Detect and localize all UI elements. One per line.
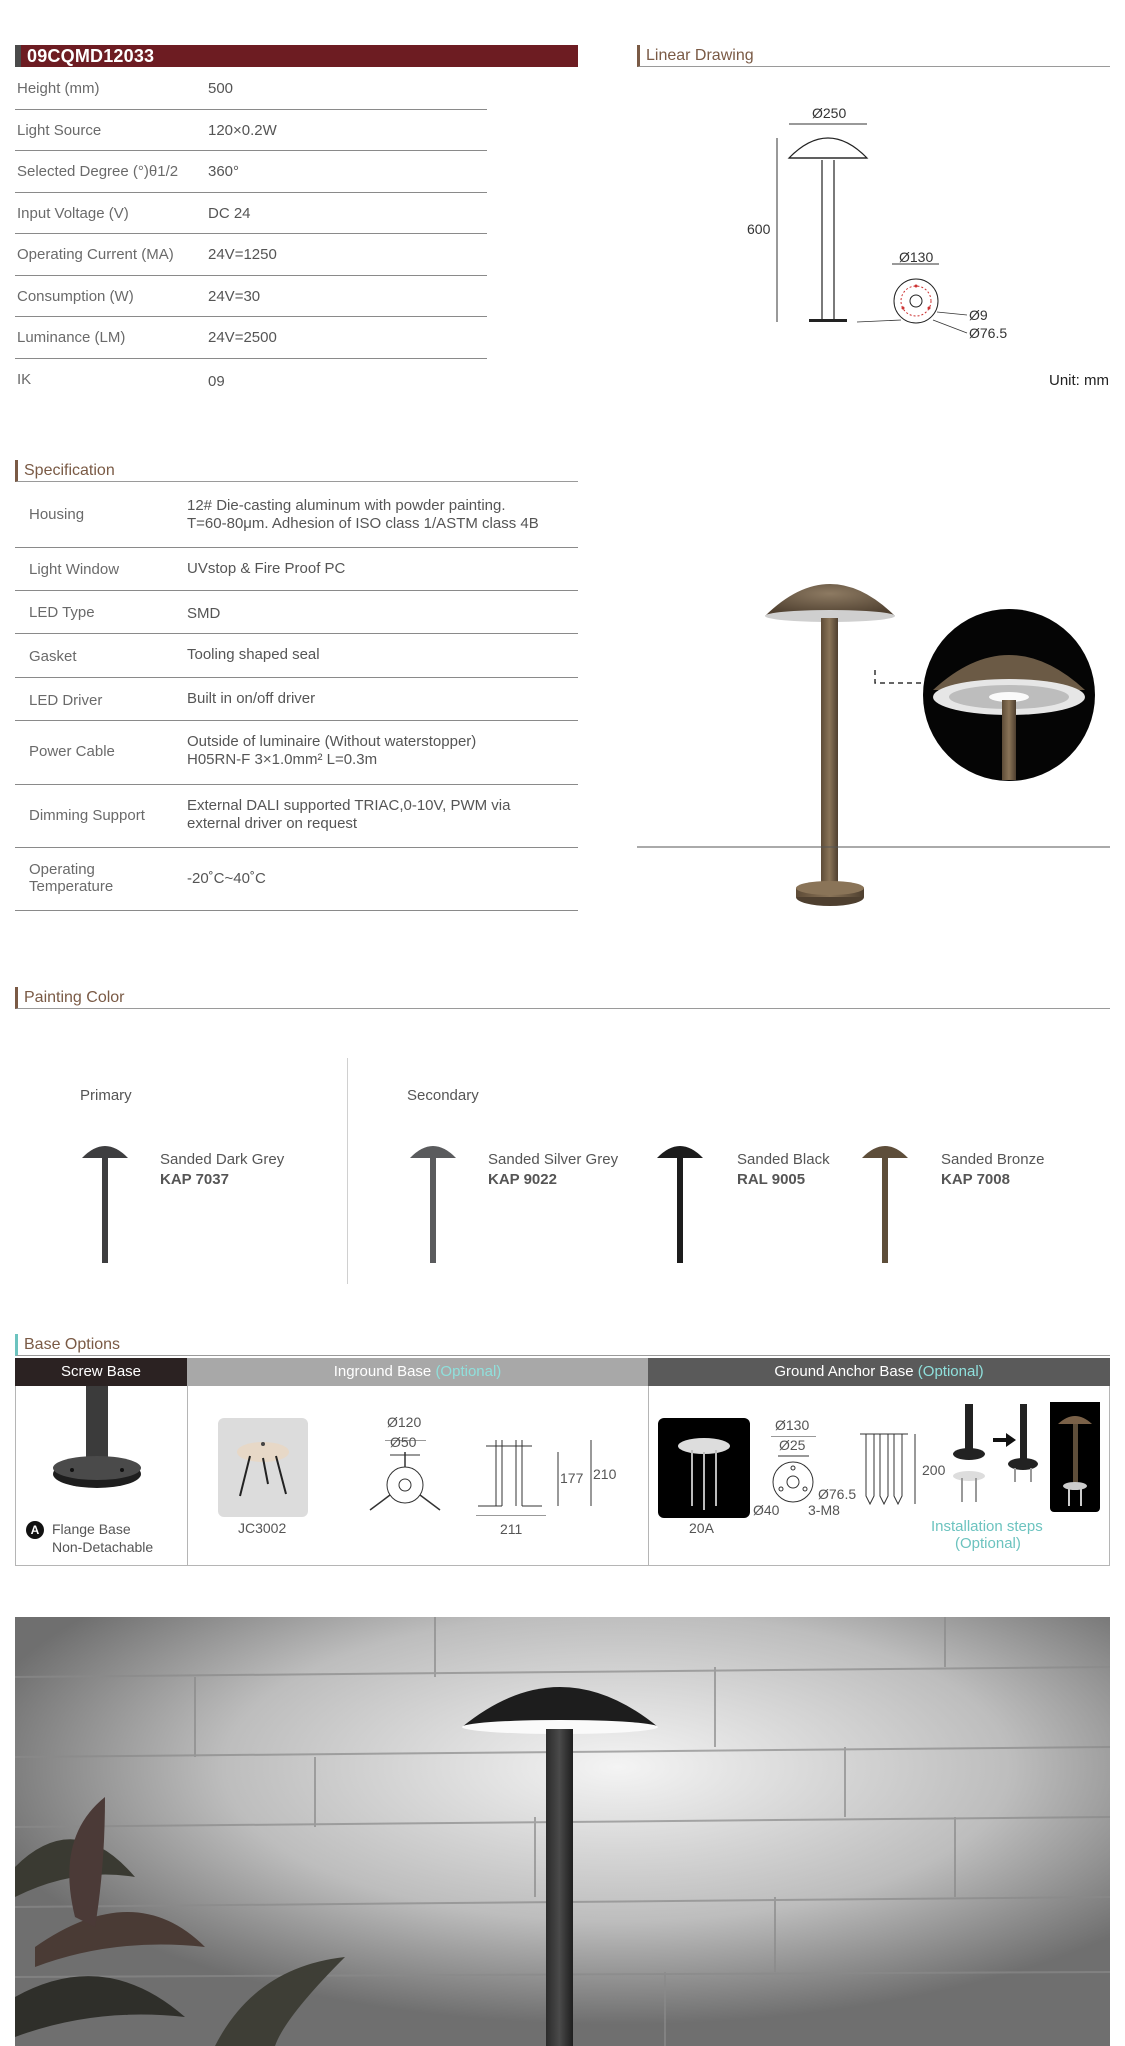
installation-steps-optional: (Optional) — [955, 1535, 1021, 1552]
spec-value: -20˚C~40˚C — [187, 870, 266, 887]
param-key: Light Source — [17, 121, 102, 139]
param-row-height — [15, 68, 487, 110]
param-key: Selected Degree (°)θ1/2 — [17, 163, 179, 180]
primary-label: Primary — [80, 1087, 132, 1104]
param-key: Height (mm) — [17, 80, 100, 97]
spec-row-led-driver — [15, 678, 578, 721]
param-row-ik — [15, 359, 487, 401]
spec-key: Gasket — [29, 648, 77, 665]
dim-50: Ø50 — [390, 1434, 417, 1450]
swatch-black — [655, 1140, 705, 1265]
inground-base-header — [187, 1358, 648, 1386]
spec-value-line2: external driver on request — [187, 815, 358, 832]
color-code: KAP 7008 — [941, 1171, 1010, 1188]
color-code: KAP 9022 — [488, 1171, 557, 1188]
spec-value: Tooling shaped seal — [187, 646, 320, 663]
param-row-light-source — [15, 110, 487, 152]
param-value: 09 — [208, 372, 225, 390]
base-divider — [648, 1386, 649, 1566]
spec-value: 12# Die-casting aluminum with powder painting. — [187, 497, 506, 514]
param-key: Luminance (LM) — [17, 329, 126, 346]
color-label-silver-grey — [488, 1150, 618, 1190]
inground-plan-drawing — [360, 1440, 450, 1520]
dim-200: 200 — [922, 1462, 946, 1478]
param-row-degree — [15, 151, 487, 193]
model-title-bar — [15, 45, 578, 67]
optional-label: (Optional) — [917, 1363, 984, 1380]
dim-250: Ø250 — [812, 105, 847, 121]
spec-value-line2: H05RN-F 3×1.0mm² L=0.3m — [187, 751, 378, 768]
spec-value: Outside of luminaire (Without waterstopper) — [187, 733, 477, 750]
param-value: 120×0.2W — [208, 121, 277, 139]
jc3002-label: JC3002 — [238, 1520, 287, 1536]
spec-row-led-type — [15, 591, 578, 634]
screw-base-label: Screw Base — [60, 1363, 142, 1380]
swatch-bronze — [860, 1140, 910, 1265]
color-name: Sanded Bronze — [941, 1151, 1045, 1168]
param-key: IK — [17, 370, 32, 388]
model-number: 09CQMD12033 — [27, 46, 155, 66]
painting-color-title-text: Painting Color — [24, 989, 125, 1006]
color-name: Sanded Dark Grey — [160, 1151, 285, 1168]
optional-label: (Optional) — [435, 1363, 502, 1380]
jc3002-image — [218, 1418, 308, 1517]
linear-drawing — [637, 100, 1110, 340]
spec-row-housing — [15, 482, 578, 548]
spec-key-line2: Temperature — [29, 878, 114, 895]
color-label-dark-grey — [160, 1150, 284, 1190]
dim-210: 210 — [593, 1466, 617, 1482]
dim-211: 211 — [500, 1521, 523, 1537]
option-a-badge: A — [26, 1521, 44, 1539]
param-key: Consumption (W) — [17, 287, 134, 305]
color-name: Sanded Black — [737, 1151, 830, 1168]
ground-anchor-header — [648, 1358, 1110, 1386]
installation-steps-graphic — [950, 1402, 1100, 1512]
spec-value-line2: T=60-80μm. Adhesion of ISO class 1/ASTM class 4B — [187, 515, 539, 532]
dim-120: Ø120 — [387, 1414, 422, 1430]
spec-value: SMD — [187, 605, 221, 622]
dim-600: 600 — [747, 221, 771, 237]
dim-130: Ø130 — [899, 249, 934, 265]
spec-row-gasket — [15, 634, 578, 678]
dim-3-m8: 3-M8 — [808, 1502, 840, 1518]
param-key: Input Voltage (V) — [17, 204, 129, 222]
painting-color-title — [15, 987, 1110, 1009]
param-row-voltage — [15, 193, 487, 235]
lifestyle-photo — [15, 1617, 1110, 2046]
param-value: 24V=2500 — [208, 329, 277, 346]
color-divider — [347, 1058, 348, 1284]
spec-key: Power Cable — [29, 743, 115, 760]
param-row-consumption — [15, 276, 487, 318]
spec-value: External DALI supported TRIAC,0-10V, PWM via — [187, 797, 511, 814]
param-value: 24V=1250 — [208, 246, 277, 263]
swatch-silver-grey — [408, 1140, 458, 1265]
param-value: DC 24 — [208, 204, 251, 222]
anchor-20a-graphic — [658, 1418, 750, 1518]
dim-40: Ø40 — [753, 1502, 780, 1518]
dim-130-anchor: Ø130 — [775, 1417, 810, 1433]
dim-9: Ø9 — [969, 307, 988, 323]
param-key: Operating Current (MA) — [17, 246, 174, 263]
color-code: RAL 9005 — [737, 1171, 806, 1188]
color-label-black — [737, 1150, 830, 1190]
secondary-label: Secondary — [407, 1087, 479, 1104]
param-value: 500 — [208, 80, 234, 97]
spec-key: LED Driver — [29, 692, 103, 709]
anchor-20a-image — [658, 1418, 750, 1518]
color-code: KAP 7037 — [160, 1171, 229, 1188]
dim-76-5: Ø76.5 — [969, 325, 1008, 341]
unit-label: Unit: mm — [1049, 372, 1109, 389]
linear-drawing-title-text: Linear Drawing — [646, 47, 754, 64]
screw-base-header — [15, 1358, 187, 1386]
spec-key: Housing — [29, 506, 85, 523]
dim-177: 177 — [560, 1470, 584, 1486]
spec-value: UVstop & Fire Proof PC — [187, 560, 346, 577]
flange-base-label: Flange Base — [52, 1521, 131, 1537]
anchor-20a-label: 20A — [689, 1520, 714, 1536]
specification-title — [15, 460, 578, 482]
param-value: 360° — [208, 163, 240, 180]
installation-steps-label: Installation steps — [931, 1518, 1043, 1535]
spec-row-power-cable — [15, 721, 578, 785]
product-image — [637, 560, 1110, 920]
dim-25: Ø25 — [779, 1437, 806, 1453]
base-options-title-text: Base Options — [24, 1336, 121, 1353]
spec-key: LED Type — [29, 604, 95, 621]
spec-key: Operating — [29, 861, 95, 878]
spec-row-light-window — [15, 548, 578, 591]
param-value: 24V=30 — [208, 287, 261, 305]
spec-key: Dimming Support — [29, 807, 145, 824]
param-row-luminance — [15, 317, 487, 359]
spec-row-temperature — [15, 848, 578, 911]
inground-base-label: Inground Base — [333, 1363, 432, 1380]
lifestyle-photo-graphic — [15, 1617, 1110, 2046]
param-row-current — [15, 234, 487, 276]
color-label-bronze — [941, 1150, 1044, 1190]
color-name: Sanded Silver Grey — [488, 1151, 619, 1168]
non-detachable-label: Non-Detachable — [52, 1539, 154, 1555]
flange-base-image — [52, 1386, 152, 1492]
specification-title-text: Specification — [24, 462, 115, 479]
jc3002-image-bg — [218, 1418, 308, 1517]
spec-row-dimming — [15, 785, 578, 848]
base-divider — [187, 1386, 188, 1566]
anchor-side-drawing — [858, 1432, 918, 1512]
swatch-dark-grey — [80, 1140, 130, 1265]
ground-anchor-label: Ground Anchor Base — [774, 1363, 914, 1380]
base-options-title — [15, 1334, 1110, 1356]
spec-key: Light Window — [29, 561, 120, 578]
spec-value: Built in on/off driver — [187, 690, 316, 707]
linear-drawing-title — [637, 45, 1110, 67]
dim-76-5-anchor: Ø76.5 — [818, 1486, 857, 1502]
